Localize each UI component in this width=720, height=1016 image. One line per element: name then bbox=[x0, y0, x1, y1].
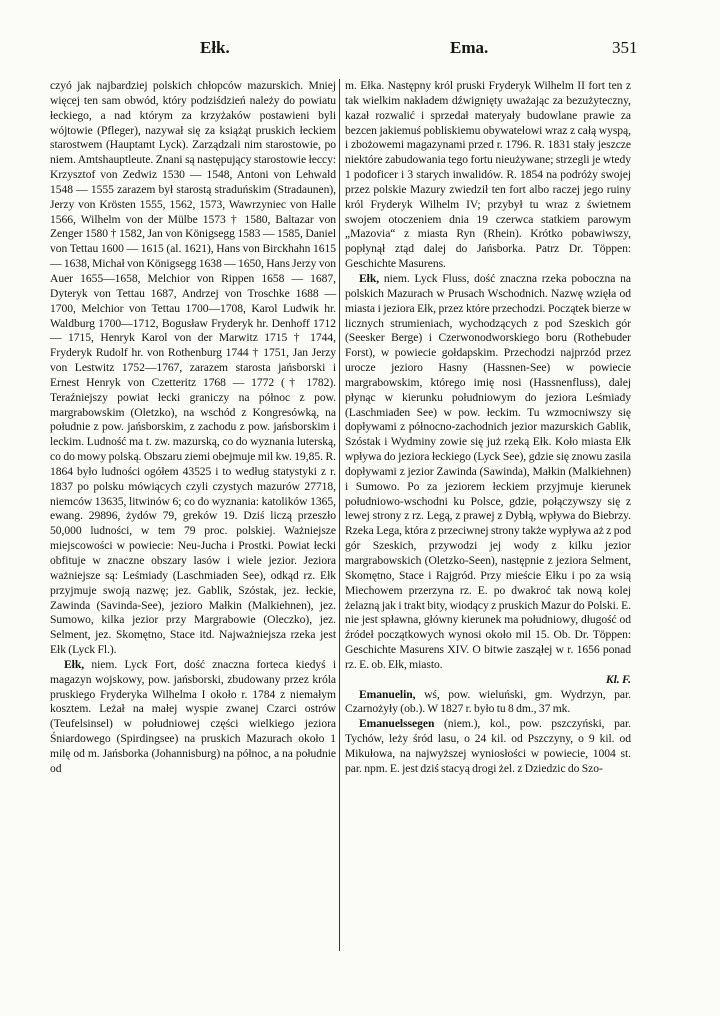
entry-text: wś, pow. wieluński, gm. Wydrzyn, par. Czarnożyły (ob.). W 1827 r. było tu 8 dm., 37 mk. bbox=[345, 687, 631, 716]
entry-text: niem. Lyck Fort, dość znaczna forteca kiedyś i magazyn wojskowy, pow. jańsborski, zbudowany przez króla pruskiego Fryderyka Wilhelma I około r. 1784 z niemałym kosztem. Leżał na małej wyspie zwanej Czarci ostrów (Teufelsinsel) w południowej części wielkiego jeziora Śniardowego (Spirdingsee) na pruskich Mazurach około 1 milę od m. Jańsborka (Johannisburg) na północ, a na południe od bbox=[50, 657, 336, 775]
entry-paragraph bbox=[345, 688, 631, 718]
entry-paragraph bbox=[345, 272, 631, 673]
entry-headword: Ełk, bbox=[359, 271, 380, 285]
entry-headword: Emanuelin, bbox=[359, 687, 416, 701]
entry-text: czyó jak najbardziej polskich chłopców mazurskich. Mniej więcej ten sam obwód, który podziśdzień należy do powiatu łeckiego, a nad którym za krzyżaków postawieni byli wójtowie (Pfleger), nazywał się za książąt pruskich łeckiem starostwem (Hauptamt Lyck). Zarządzali nim starostowie, po niem. Amtshauptleute. Znani są następujący starostowie łeccy: Krzysztof von Zedwiz 1530 — 1548, Antoni von Lehwald 1548 — 1555 zarazem był starostą straduńskim (Stradaunen), Jerzy von Krösten 1555, 1562, 1573, Wawrzyniec von Halle 1566, Wilhelm von der Mülbe 1573 † 1580, Baltazar von Zenger 1580 † 1582, Jan von Königsegg 1583 — 1585, Daniel von Tettau 1600 — 1615 (al. 1621), Hans von Birckhahn 1615 — 1638, Michał von Königsegg 1638 — 1650, Hans Jerzy von Auer 1655—1658, Melchior von Rippen 1658 — 1687, Dyteryk von Tettau 1687, Andrzej von Troschke 1688 — 1700, Melchior von Tettau 1700—1708, Karol Ludwik hr. Waldburg 1700—1712, Bogusław Fryderyk hr. Denhoff 1712 — 1715, Henryk Karol von der Marwitz 1715 † 1744, Fryderyk Rudolf hr. von Rothenburg 1744 † 1751, Jan Jerzy von Lestwitz 1752—1767, zarazem starosta jańsborski i Ernest Henryk von Czetteritz 1768 — 1772 († 1782). Teraźniejszy powiat łecki graniczy na północ z pow. margrabowskim (Oletzko), na wschód z Kongresówką, na południe z pow. jańsborskim, z zachodu z pow. jańsborskim i leckim. Ludność ma t. zw. mazurską, co do wyznania luterską, co do mowy polską. Obszaru ziemi obejmuje mil kw. 19,85. R. 1864 było ludności ogółem 43525 i to według statystyki z r. 1837 po polsku mówiących czyli czystych mazurów 27718, niemców 13635, litwinów 6; co do wyznania: katolików 1365, ewang. 29896, żydów 79, greków 19. Dziś liczą przeszło 50,000 ludności, w tem 79 proc. polskiej. Ważniejsze miejscowości w powiecie: Neu-Jucha i Prostki. Powiat łecki obfituje w znaczne obszary lasów i wiele jezior. Jeziora ważniejsze są: Leśmiady (Laschmiaden See), odkąd rz. Ełk przyjmuje swoją nazwę; jez. Gablik, Szóstak, jez. łeckie, Zawinda (Savinda-See), jezioro Małkin (Malkiehnen), jez. Sumowo, kilka jezior przy Margrabowie (Oleczko), jez. Selment, jez. Skomętno, Stace itd. Najważniejsza rzeka jest Ełk (Lyck Fl.). bbox=[50, 79, 336, 657]
left-column bbox=[50, 79, 336, 777]
entry-headword: Emanuelssegen bbox=[359, 717, 435, 731]
column-divider bbox=[339, 79, 340, 951]
signature-text: Kl. F. bbox=[605, 672, 631, 686]
entry-paragraph bbox=[50, 658, 336, 777]
right-column bbox=[345, 79, 631, 777]
page-number: 351 bbox=[612, 38, 638, 57]
entry-paragraph bbox=[50, 79, 336, 658]
entry-headword: Ełk, bbox=[64, 657, 85, 671]
entry-paragraph bbox=[345, 79, 631, 272]
entry-text: m. Ełka. Następny król pruski Fryderyk Wilhelm II fort ten z tak wielkim nakładem dźwignięty uważając za bezużyteczny, kazał rozwalić i sprzedał materyały budowlane prawie za bezcen jakiemuś pobliskiemu obywatelowi wraz z całą wyspą, i zbożowemi magazynami przed r. 1796. R. 1831 stały jeszcze niektóre zabudowania tego fortu nieużywane; strzegli je wtedy 1 podoficer i 3 starych inwalidów. R. 1854 na podróży swojej przez polskie Mazury zwiedził ten fort albo raczej jego ruiny król Fryderyk Wilhelm IV; przybył tu wraz z świetnem swojem otoczeniem dnia 19 czerwca statkiem parowym „Mazovia“ z miasta Ryn (Rhein). Krótko pobawiwszy, popłynął ztąd dalej do Jańsborka. Patrz Dr. Töppen: Geschichte Masurens. bbox=[345, 79, 631, 271]
entry-text: niem. Lyck Fluss, dość znaczna rzeka poboczna na polskich Mazurach w Prusach Wschodnich. Nazwę wzięła od miasta i jeziora Ełk, przez które przechodzi. Początek bierze w licznych strumieniach, wychodzących z pod Szeskich gór (Seesker Berge) i Czerwonodworskiego boru (Rothebuder Forst), w powiecie gołdapskim. Przechodzi najprzód przez urocze jezioro Hasny (Hassnen-See) w powiecie margrabowskim, którego imię nosi (Hassnenfluss), dalej płynąc w kierunku południowym do jeziora Leśmiady (Laschmiaden See) w pow. łeckim. Tu wzmocniwszy się dopływami z północno-zachodnich jezior mazurskich Gablik, Szóstak i Wydminy zowie się już rzeką Ełk. Koło miasta Ełk wpływa do jeziora łeckiego (Lyck See), gdzie się znowu zasila dopływami z jezior Zawinda (Sawinda), Małkin (Malkiehnen) i Sumowo. Po za jeziorem łeckiem przyjmuje kierunek południowo-wschodni ku Polsce, gdzie, połączywszy się z lewej strony z rz. Legą, z prawej z Dybłą, wpływa do Biebrzy. Rzeka Lega, która z przeciwnej strony także wypływa aż z pod gór Szeskich, przywodzi jej wody z kilku jezior margrabowskich (Oletzko-Seen), następnie z jeziora Selment, Skomętno, Stace i Rajgród. Przy mieście Ełku i po za wsią Miechowem przerzyna rz. E. po dwakroć tak nową kolej żelazną jak i trakt bity, wiodący z pruskich Mazur do Polski. E. nie jest spławna, główny kierunek ma południowy, długość od źródeł początkowych wynosi około mil 15. Ob. Dr. Töppen: Geschichte Masurens XIV. O bitwie zasząłej w r. 1656 ponad rz. E. ob. Ełk, miasto. bbox=[345, 271, 631, 671]
running-head-center: Ema. bbox=[450, 38, 489, 57]
entry-paragraph bbox=[345, 717, 631, 776]
running-head-left: Ełk. bbox=[200, 38, 230, 57]
entry-signature bbox=[345, 673, 631, 688]
entry-text: (niem.), kol., pow. pszczyński, par. Tychów, leży śród lasu, o 24 kil. od Pszczyny, o 9 kil. od Mikułowa, na najwyższej wyniosłości w powiecie, 1004 st. par. npm. E. jest dziś stacyą drogi żel. z Dziedzic do Szo- bbox=[345, 717, 631, 775]
